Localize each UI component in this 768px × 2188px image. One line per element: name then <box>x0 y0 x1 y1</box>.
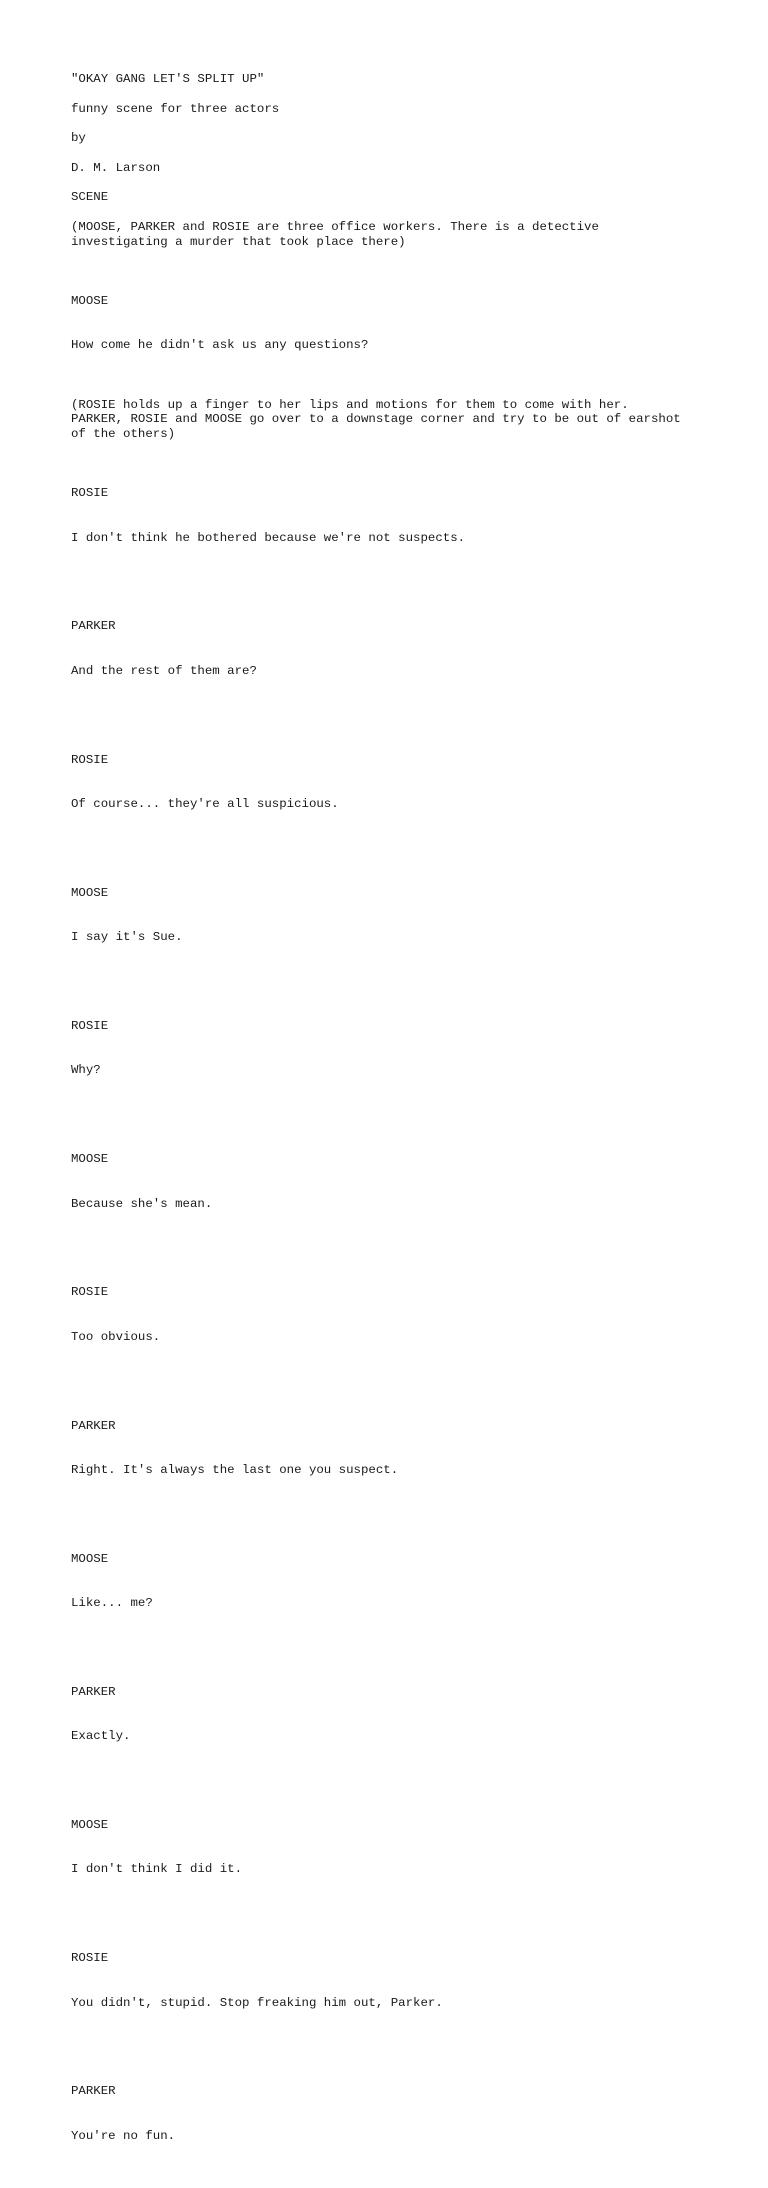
by-label: by <box>71 131 86 146</box>
dialogue-block <box>71 1256 711 1374</box>
dialogue-line: Of course... they're all suspicious. <box>71 797 339 812</box>
speaker-name: PARKER <box>71 1684 116 1699</box>
speaker-name: MOOSE <box>71 293 109 308</box>
dialogue-block <box>71 1522 711 1640</box>
dialogue-line: I say it's Sue. <box>71 930 183 945</box>
script-document <box>71 72 711 2188</box>
speaker-name: MOOSE <box>71 1818 109 1833</box>
dialogue-block <box>71 1655 711 1773</box>
dialogue-line: Exactly. <box>71 1729 131 1744</box>
dialogue-block <box>71 723 711 841</box>
speaker-name: MOOSE <box>71 885 109 900</box>
speaker-name: PARKER <box>71 2084 116 2099</box>
speaker-name: PARKER <box>71 1418 116 1433</box>
dialogue-block <box>71 590 711 708</box>
author-name: D. M. Larson <box>71 160 161 175</box>
dialogue-line: How come he didn't ask us any questions? <box>71 338 369 353</box>
dialogue-line: Too obvious. <box>71 1329 161 1344</box>
dialogue-line: Why? <box>71 1063 101 1078</box>
dialogue-line: And the rest of them are? <box>71 663 257 678</box>
speaker-name: ROSIE <box>71 486 109 501</box>
dialogue-block <box>71 2055 711 2173</box>
dialogue-line: Because she's mean. <box>71 1196 213 1211</box>
dialogue-block <box>71 1922 711 2040</box>
dialogue-line: You didn't, stupid. Stop freaking him out, Parker. <box>71 1995 443 2010</box>
speaker-name: ROSIE <box>71 752 109 767</box>
dialogue-block <box>71 989 711 1107</box>
dialogue-block <box>71 457 711 575</box>
speaker-name: ROSIE <box>71 1019 109 1033</box>
speaker-name: MOOSE <box>71 1551 109 1566</box>
speaker-name: PARKER <box>71 619 116 634</box>
stage-direction: (ROSIE holds up a finger to her lips and motions for them to come with her. PARKER, ROSIE and MOOSE go over to a downstage corner and try to be out of earshot of the others) <box>71 397 681 442</box>
dialogue-block <box>71 856 711 974</box>
dialogue-block <box>71 1788 711 1906</box>
dialogue-line: I don't think he bothered because we're not suspects. <box>71 530 466 545</box>
play-subtitle: funny scene for three actors <box>71 101 280 116</box>
play-title: "OKAY GANG LET'S SPLIT UP" <box>71 72 265 86</box>
dialogue-block <box>71 264 711 382</box>
dialogue-line: You're no fun. <box>71 2128 176 2143</box>
speaker-name: MOOSE <box>71 1152 109 1167</box>
scene-heading: SCENE <box>71 190 109 205</box>
speaker-name: ROSIE <box>71 1285 109 1300</box>
dialogue-line: Like... me? <box>71 1596 153 1611</box>
dialogue-line: Right. It's always the last one you suspect. <box>71 1462 399 1477</box>
dialogue-block <box>71 1389 711 1507</box>
stage-direction: (MOOSE, PARKER and ROSIE are three office workers. There is a detective investigating a murder that took place there) <box>71 219 599 249</box>
dialogue-line: I don't think I did it. <box>71 1862 243 1877</box>
dialogue-block <box>71 1123 711 1241</box>
speaker-name: ROSIE <box>71 1951 109 1966</box>
